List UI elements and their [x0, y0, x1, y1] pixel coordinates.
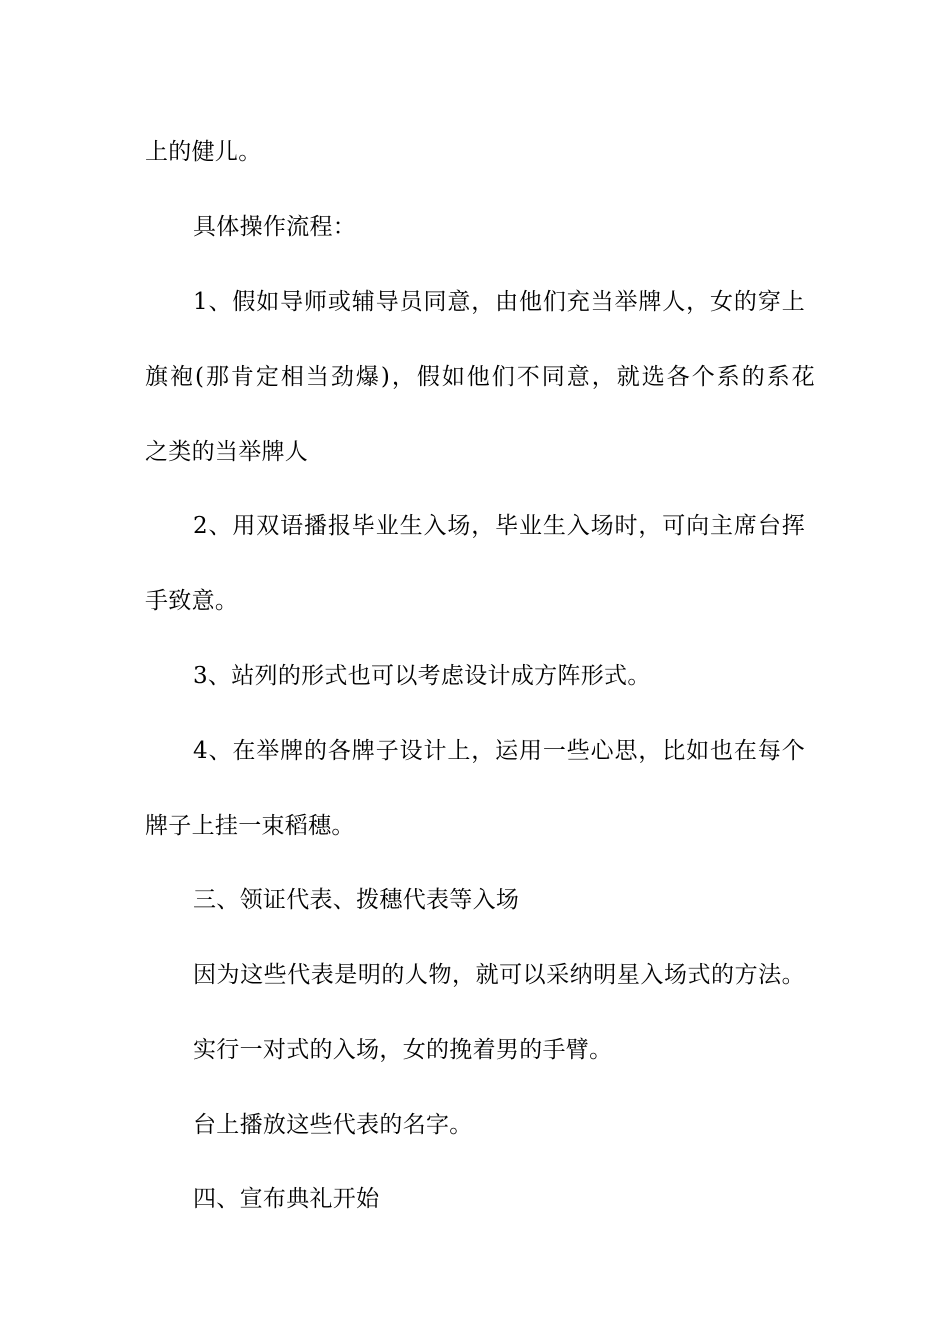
text-line-3: 1、假如导师或辅导员同意，由他们充当举牌人，女的穿上: [193, 289, 805, 315]
text-line-10: 牌子上挂一束稻穗。: [145, 813, 355, 839]
text-line-12: 因为这些代表是明的人物，就可以采纳明星入场式的方法。: [193, 962, 805, 988]
text-line-13: 实行一对式的入场，女的挽着男的手臂。: [193, 1037, 613, 1063]
text-line-5: 之类的当举牌人: [145, 439, 309, 465]
text-line-1: 上的健儿。: [145, 139, 262, 165]
text-line-7: 手致意。: [145, 588, 239, 614]
text-line-11: 三、领证代表、拨穗代表等入场: [193, 887, 520, 913]
text-line-6: 2、用双语播报毕业生入场，毕业生入场时，可向主席台挥: [193, 513, 805, 539]
text-line-2: 具体操作流程：: [193, 214, 357, 240]
text-line-14: 台上播放这些代表的名字。: [193, 1112, 473, 1138]
text-line-9: 4、在举牌的各牌子设计上，运用一些心思，比如也在每个: [193, 738, 805, 764]
text-line-8: 3、站列的形式也可以考虑设计成方阵形式。: [193, 663, 651, 689]
text-line-15: 四、宣布典礼开始: [193, 1186, 380, 1212]
text-line-4: 旗袍(那肯定相当劲爆)，假如他们不同意，就选各个系的系花: [145, 364, 815, 390]
